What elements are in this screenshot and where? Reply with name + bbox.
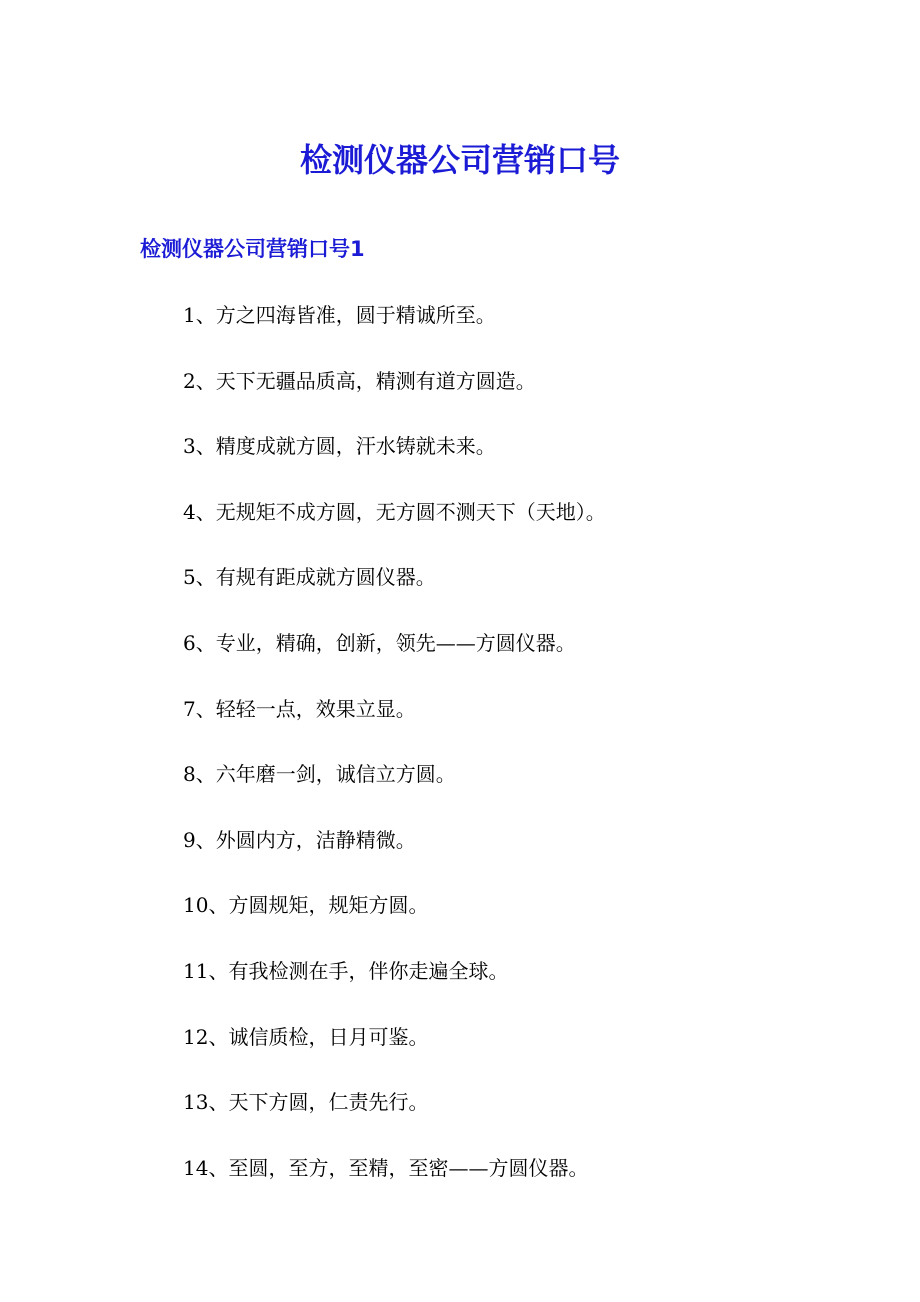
slogan-item-6: 6、专业，精确，创新，领先——方圆仪器。 [183, 630, 576, 655]
section-heading: 检测仪器公司营销口号1 [140, 237, 365, 261]
slogan-item-5: 5、有规有距成就方圆仪器。 [183, 565, 436, 590]
slogan-item-13: 13、天下方圆，仁责先行。 [183, 1090, 429, 1115]
slogan-item-4: 4、无规矩不成方圆，无方圆不测天下（天地）。 [183, 499, 606, 524]
slogan-item-3: 3、精度成就方圆，汗水铸就未来。 [183, 434, 496, 459]
slogan-item-11: 11、有我检测在手，伴你走遍全球。 [183, 958, 509, 983]
slogan-list [183, 298, 606, 1216]
slogan-item-9: 9、外圆内方，洁静精微。 [183, 827, 416, 852]
slogan-item-8: 8、六年磨一剑，诚信立方圆。 [183, 762, 456, 787]
slogan-item-7: 7、轻轻一点，效果立显。 [183, 696, 416, 721]
slogan-item-10: 10、方圆规矩，规矩方圆。 [183, 893, 429, 918]
slogan-item-14: 14、至圆，至方，至精，至密——方圆仪器。 [183, 1155, 589, 1180]
slogan-item-2: 2、天下无疆品质高，精测有道方圆造。 [183, 368, 536, 393]
document-title: 检测仪器公司营销口号 [299, 141, 620, 179]
slogan-item-1: 1、方之四海皆准，圆于精诚所至。 [183, 303, 496, 327]
slogan-item-12: 12、诚信质检，日月可鉴。 [183, 1024, 429, 1049]
